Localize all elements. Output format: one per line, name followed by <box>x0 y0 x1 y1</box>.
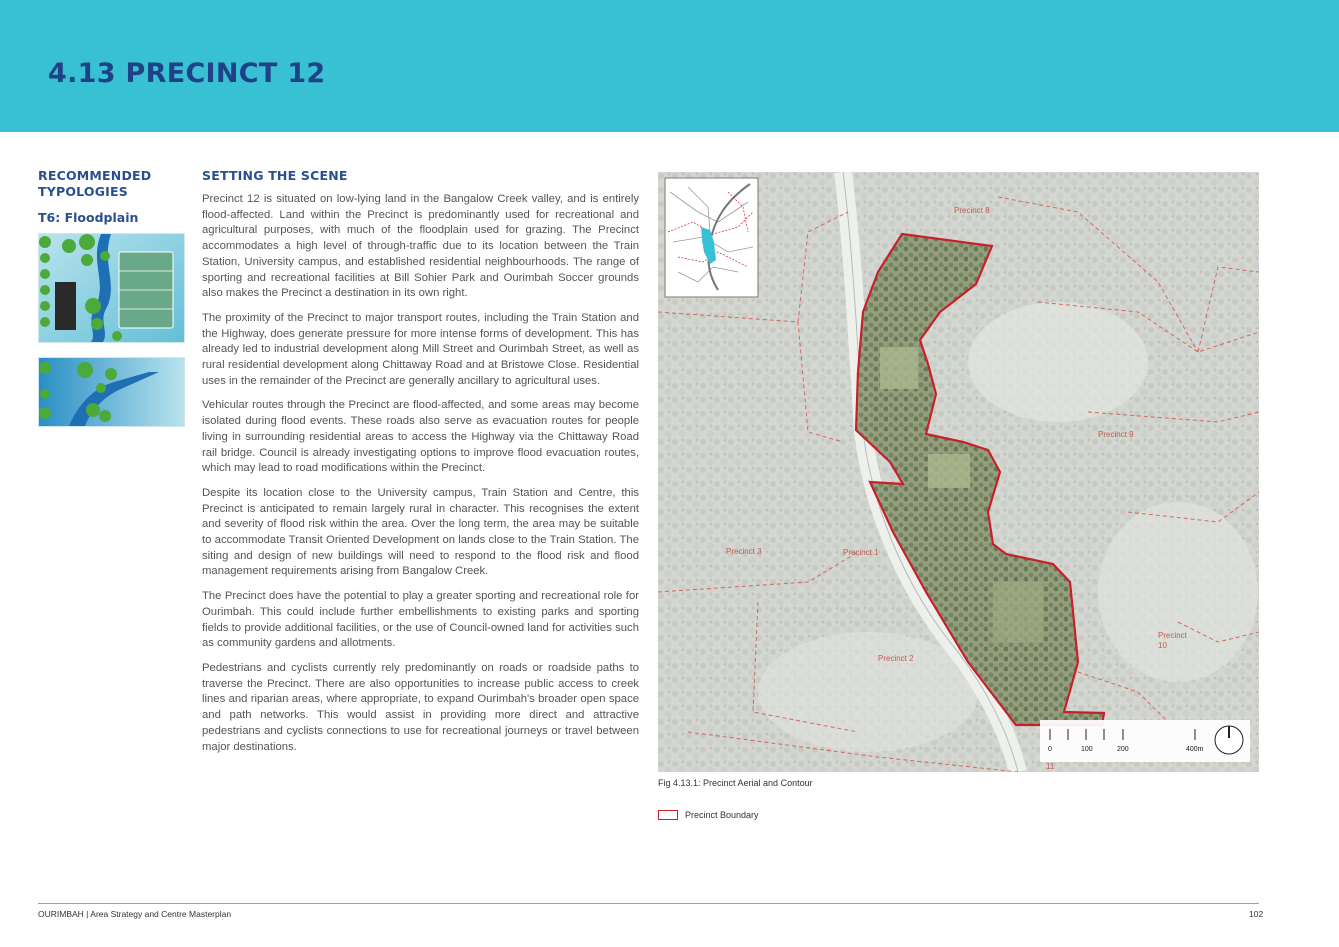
typology-title: T6: Floodplain <box>38 210 139 225</box>
scale-label-100: 100 <box>1081 746 1093 753</box>
typologies-heading: RECOMMENDED TYPOLOGIES <box>38 168 152 199</box>
body-paragraph: Vehicular routes through the Precinct are flood-affected, and some areas may become isolated during flood events. These roads also serve as evacuation routes for people living in surrounding residential areas to access the Highway via the Chittaway Road rail bridge. Council is already investigating options to improve flood evacuation routes, which may lead to road modifications within the Precinct. <box>202 399 639 475</box>
north-arrow-icon <box>1215 726 1243 754</box>
body-paragraph: The proximity of the Precinct to major transport routes, including the Train Station and the Highway, does generate pressure for more intense forms of development. This has already led to industrial development along Mill Street and Ourimbah Street, as well as rural residential development along Chittaway Road and at Bristowe Close. Residential uses in the remainder of the Precinct are generally ancillary to agricultural uses. <box>202 311 639 387</box>
map-label-precinct-1: Precinct 1 <box>843 548 879 557</box>
floodplain-section-diagram <box>38 357 185 427</box>
map-label-precinct-8: Precinct 8 <box>954 206 990 215</box>
legend-label: Precinct Boundary <box>685 810 759 820</box>
section-heading: SETTING THE SCENE <box>202 168 348 183</box>
scale-bar <box>1040 720 1250 762</box>
precinct-aerial-map <box>658 172 1259 772</box>
footer-divider <box>38 903 1259 904</box>
setting-the-scene-section <box>202 168 639 764</box>
body-paragraph: The Precinct does have the potential to play a greater sporting and recreational role for Ourimbah. This could include further embellishments to existing parks and sporting fields to provide additional facilities, or the use of Council-owned land for activities such as community gardens and allotments. <box>202 590 639 650</box>
scale-label-0: 0 <box>1048 746 1052 753</box>
body-paragraph: Despite its location close to the University campus, Train Station and Centre, this Precinct is anticipated to remain largely rural in character. This recognises the extent and severity of flood risk within the area. Over the long term, the area may be suitable to accommodate Transit Oriented Development on lands close to the Train Station. The siting and design of new buildings will need to respond to the flood risk and flood management requirements arising from Bangalow Creek. <box>202 486 639 578</box>
map-label-precinct-3: Precinct 3 <box>726 547 762 556</box>
map-label-precinct-11: 11 <box>1046 762 1055 771</box>
locator-inset-map <box>665 178 758 297</box>
scale-label-200: 200 <box>1117 746 1129 753</box>
header-banner <box>0 0 1339 132</box>
map-legend <box>658 810 759 820</box>
page-number: 102 <box>1249 909 1264 919</box>
map-label-precinct-2: Precinct 2 <box>878 654 914 663</box>
page-title: 4.13 PRECINCT 12 <box>48 58 326 89</box>
map-label-precinct-10-number: 10 <box>1158 641 1167 650</box>
map-label-precinct-10: Precinct <box>1158 631 1187 640</box>
map-label-precinct-9: Precinct 9 <box>1098 430 1134 439</box>
figure-caption: Fig 4.13.1: Precinct Aerial and Contour <box>658 778 813 788</box>
scale-label-400m: 400m <box>1186 746 1204 753</box>
footer-document-title: OURIMBAH | Area Strategy and Centre Masterplan <box>38 909 232 919</box>
floodplain-plan-diagram <box>38 233 185 343</box>
typologies-column <box>38 168 184 225</box>
body-paragraph: Precinct 12 is situated on low-lying land in the Bangalow Creek valley, and is entirely flood-affected. Land within the Precinct is predominantly used for recreational and agricultural purposes, with much of the floodplain used for grazing. The Precinct accommodates a high level of through-traffic due to its location between the Train Station, University campus, and established residential neighbourhoods. The range of sporting and recreational facilities at Bill Sohier Park and Ourimbah Soccer grounds also makes the Precinct a destination in its own right. <box>202 193 639 300</box>
precinct-boundary-swatch <box>658 810 678 820</box>
body-paragraph: Pedestrians and cyclists currently rely predominantly on roads or roadside paths to traverse the Precinct. There are also opportunities to increase public access to creek lines and riparian areas, where appropriate, to expand Ourimbah's broader open space and path networks. This would assist in providing more direct and attractive pedestrians and cyclists connections to use for recreational journeys or travel between major destinations. <box>202 661 639 753</box>
